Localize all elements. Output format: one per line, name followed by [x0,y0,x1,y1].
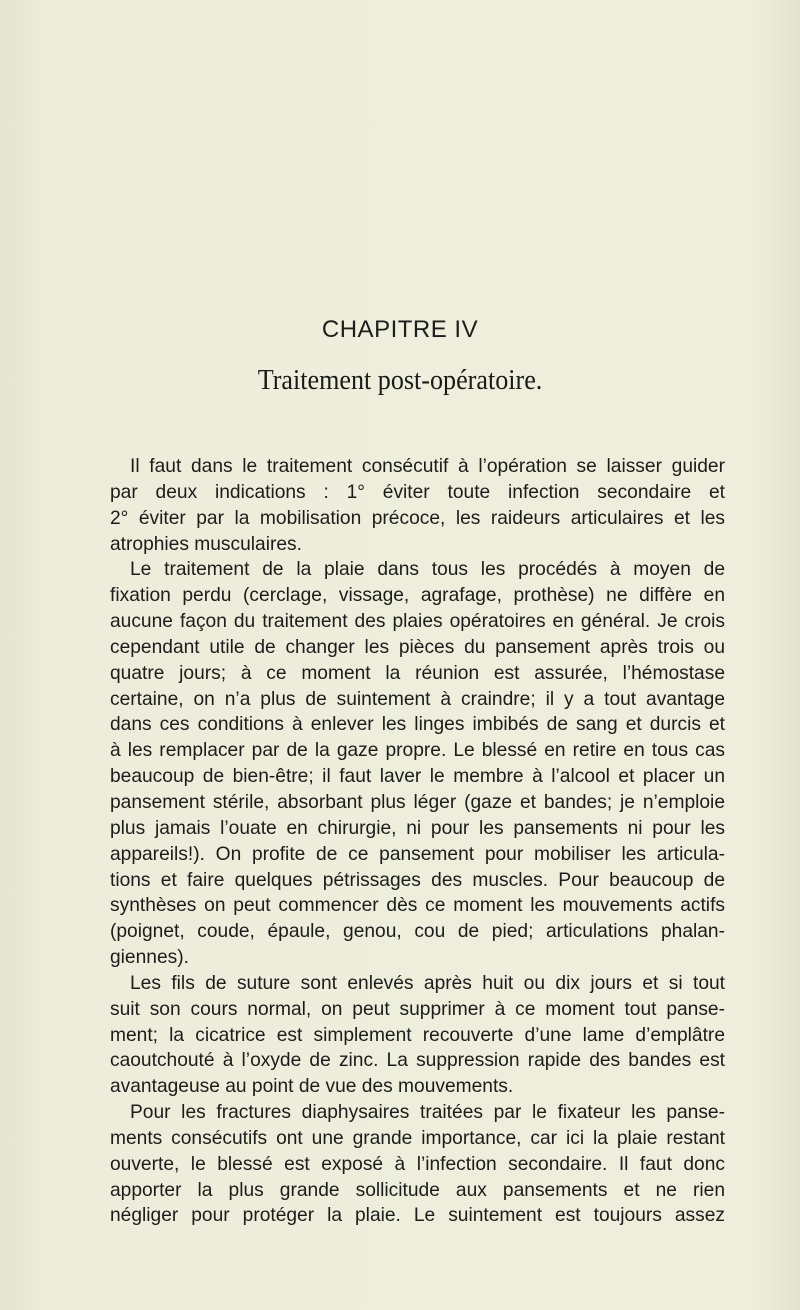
text-line: fixation perdu (cerclage, vissage, agrafage, prothèse) ne diffère en [110,585,725,607]
text-line: (poignet, coude, épaule, genou, cou de pied; articulations phalan- [110,921,725,943]
text-line: synthèses on peut commencer dès ce moment les mouvements actifs [110,895,725,917]
text-line: plus jamais l’ouate en chirurgie, ni pour les pansements ni pour les [110,817,725,839]
text-line: ment; la cicatrice est simplement recouverte d’une lame d’emplâtre [110,1024,725,1046]
text-line: négliger pour protéger la plaie. Le suintement est toujours assez [110,1205,725,1227]
text-line: dans ces conditions à enlever les linges imbibés de sang et durcis et [110,714,725,736]
text-line: 2° éviter par la mobilisation précoce, les raideurs articulaires et les [110,507,725,529]
text-line: caoutchouté à l’oxyde de zinc. La suppression rapide des bandes est [110,1050,725,1072]
text-line: ouverte, le blessé est exposé à l’infection secondaire. Il faut donc [110,1153,725,1175]
text-line: aucune façon du traitement des plaies opératoires en général. Je crois [110,611,725,633]
section-title: Traitement post-opératoire. [257,364,543,396]
text-line: Pour les fractures diaphysaires traitées par le fixateur les panse- [130,1102,725,1124]
text-line: Les fils de suture sont enlevés après huit ou dix jours et si tout [130,972,725,994]
text-line: cependant utile de changer les pièces du pansement après trois ou [110,636,725,658]
text-line: par deux indications : 1° éviter toute infection secondaire et [110,481,725,503]
text-line: appareils!). On profite de ce pansement pour mobiliser les articula- [110,843,725,865]
text-line: suit son cours normal, on peut supprimer à ce moment tout panse- [110,998,725,1020]
text-line: beaucoup de bien-être; il faut laver le membre à l’alcool et placer un [110,766,725,788]
text-line: apporter la plus grande sollicitude aux pansements et ne rien [110,1179,725,1201]
body-text [110,454,725,1229]
text-line: pansement stérile, absorbant plus léger (gaze et bandes; je n’emploie [110,791,725,813]
text-line: Le traitement de la plaie dans tous les procédés à moyen de [130,559,725,581]
text-line: Il faut dans le traitement consécutif à l’opération se laisser guider [130,456,725,477]
text-line: quatre jours; à ce moment la réunion est assurée, l’hémostase [110,662,725,684]
chapter-heading: CHAPITRE IV [321,316,479,343]
text-line: giennes). [110,947,189,969]
text-line: atrophies musculaires. [110,533,302,555]
text-line: tions et faire quelques pétrissages des muscles. Pour beaucoup de [110,869,725,891]
text-line: ments consécutifs ont une grande importance, car ici la plaie restant [110,1127,725,1149]
text-line: avantageuse au point de vue des mouvements. [110,1076,514,1098]
text-line: certaine, on n’a plus de suintement à craindre; il y a tout avantage [110,688,725,710]
text-line: à les remplacer par de la gaze propre. Le blessé en retire en tous cas [110,740,725,762]
